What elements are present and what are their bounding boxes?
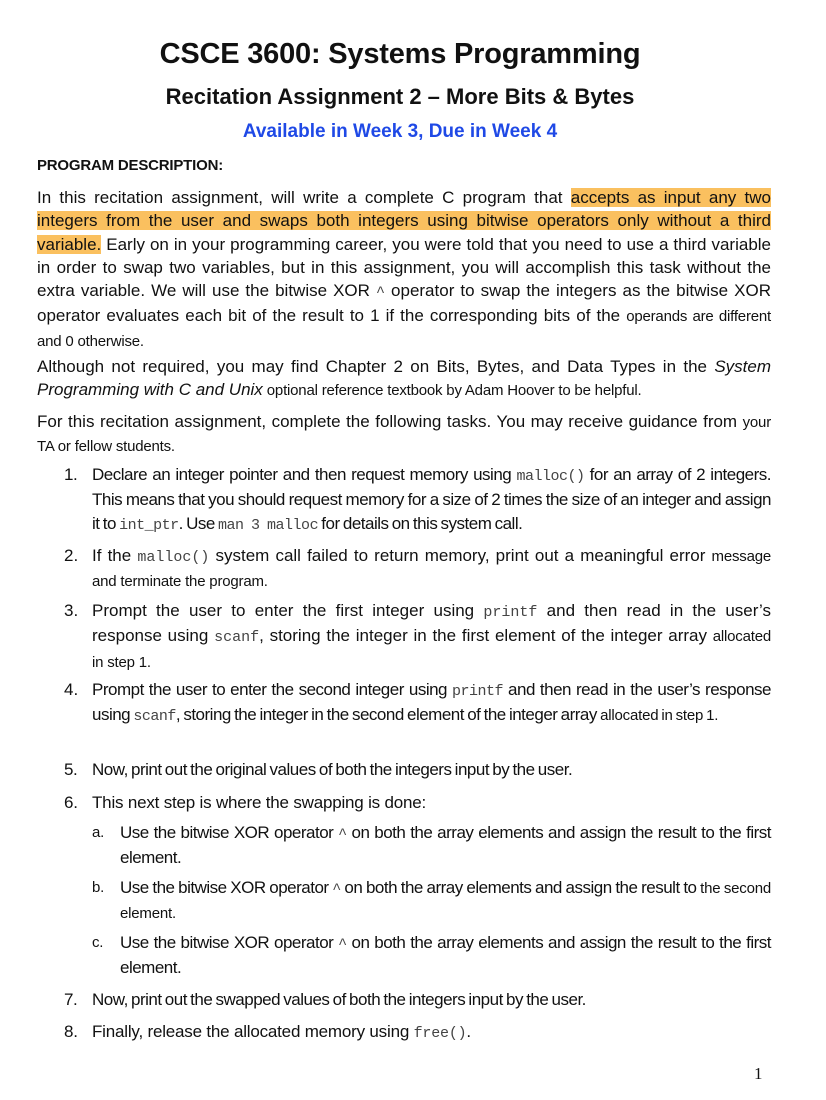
subtask-text: on both the array elements and assign the result to — [340, 878, 701, 897]
section-heading: PROGRAM DESCRIPTION: — [37, 157, 224, 174]
task-text: and then read in the user’s response using — [92, 680, 771, 725]
subtask-text: Use the bitwise XOR operator — [120, 933, 339, 952]
code-malloc: malloc() — [137, 549, 210, 566]
intro-text: Early on in your programming career, you were told that you need to use a third variable in order to swap two variables, but in this assignment, you will accomplish this task without the extra variable. We will use the bitwise XOR — [37, 234, 771, 301]
task-number: 1. — [64, 465, 78, 484]
task-text: Now, print out the original values of both the integers input by the user. — [92, 760, 573, 779]
task-number: 3. — [64, 601, 79, 620]
task-item — [37, 1020, 771, 1045]
task-text: If the — [92, 546, 138, 565]
task-text: Now, print out the swapped values of both the integers input by the user. — [92, 990, 586, 1009]
task-text: allocated in step 1. — [600, 707, 719, 725]
subtask-item — [37, 931, 771, 980]
subtask-text: the first element. — [120, 933, 771, 978]
task-item — [37, 988, 771, 1011]
task-text: This next step is where the swapping is done: — [92, 793, 427, 812]
task-number: 7. — [64, 990, 78, 1009]
task-text: for an array of 2 integers. This means that you should request memory for a size of 2 times the size of an integer and assign it to — [92, 465, 771, 533]
code-scanf: scanf — [214, 629, 260, 647]
task-text: Prompt the user to enter the second integer using — [92, 680, 453, 699]
intro-paragraph — [37, 186, 771, 353]
intro-text: operands are different and 0 otherwise. — [37, 308, 772, 350]
intro-text: In this recitation assignment, will write a complete C program that — [37, 188, 571, 207]
subtask-text: on both the array elements and assign the result to — [346, 823, 720, 842]
task-item — [37, 791, 771, 814]
task-text: . — [466, 1022, 471, 1041]
task-text: Prompt the user to enter the first integer using — [92, 601, 484, 620]
task-number: 2. — [64, 546, 79, 565]
subtask-text: the first element. — [120, 823, 771, 868]
page-number: 1 — [754, 1064, 763, 1083]
code-man-malloc: man 3 malloc — [218, 516, 319, 534]
reference-text: Although not required, you may find Chapter 2 on Bits, Bytes, and Data Types in the — [37, 357, 715, 376]
subtask-item — [37, 821, 771, 870]
task-item — [37, 463, 771, 537]
task-number: 4. — [64, 680, 79, 699]
tasks-intro-paragraph — [37, 410, 771, 459]
task-text: Finally, release the allocated memory using — [92, 1022, 414, 1041]
subtask-letter: c. — [92, 934, 104, 951]
reference-text: optional reference textbook by Adam Hoover to be helpful. — [262, 382, 642, 400]
subtask-letter: a. — [92, 824, 105, 841]
reference-paragraph — [37, 355, 771, 403]
task-number: 8. — [64, 1022, 78, 1041]
xor-caret: ^ — [338, 936, 347, 953]
document-title: CSCE 3600: Systems Programming — [159, 38, 641, 70]
xor-caret: ^ — [375, 284, 385, 302]
code-int-ptr: int_ptr — [119, 516, 179, 534]
code-scanf: scanf — [133, 708, 176, 726]
task-text: for details on this system call. — [318, 513, 523, 533]
subtask-text: Use the bitwise XOR operator — [120, 878, 333, 897]
document-subtitle: Recitation Assignment 2 – More Bits & Bytes — [165, 84, 635, 109]
task-text: , storing the integer in the first element of the integer array — [259, 626, 713, 646]
task-number: 5. — [64, 760, 78, 779]
task-item — [37, 758, 771, 781]
availability-line: Available in Week 3, Due in Week 4 — [242, 121, 558, 142]
subtask-text: the second element. — [120, 880, 771, 923]
task-text: message and terminate the program. — [92, 548, 771, 591]
task-text: . Use — [178, 513, 219, 533]
textbook-title: System Programming with C and Unix — [37, 357, 771, 400]
task-item — [37, 544, 771, 594]
code-printf: printf — [452, 683, 504, 700]
highlighted-text: accepts as input any two integers from the user and swaps both integers using bitwise operators only without a third variable. — [37, 188, 771, 254]
task-text: allocated in step 1. — [92, 628, 771, 671]
task-item — [37, 678, 771, 729]
code-malloc: malloc() — [516, 468, 585, 485]
xor-caret: ^ — [338, 826, 347, 843]
task-text: Declare an integer pointer and then request memory using — [92, 465, 517, 484]
task-text: and then read in the user’s response using — [92, 601, 771, 646]
subtask-item — [37, 876, 771, 926]
subtask-text: on both the array elements and assign the result to — [346, 933, 720, 952]
intro-text: operator to swap the integers as the bitwise XOR operator evaluates each bit of the result to 1 if the corresponding bits of the — [37, 281, 771, 326]
task-text: , storing the integer in the second element of the integer array — [175, 705, 601, 725]
task-item — [37, 599, 771, 674]
code-printf: printf — [483, 604, 538, 621]
subtask-letter: b. — [92, 879, 105, 896]
tasks-intro-text: For this recitation assignment, complete the following tasks. You may receive guidance from — [37, 412, 743, 431]
xor-caret: ^ — [332, 881, 341, 898]
task-text: system call failed to return memory, print out a meaningful error — [209, 546, 712, 565]
tasks-intro-text: your TA or fellow students. — [37, 414, 771, 456]
subtask-text: Use the bitwise XOR operator — [120, 823, 339, 842]
task-number: 6. — [64, 793, 78, 812]
code-free: free() — [413, 1025, 467, 1042]
